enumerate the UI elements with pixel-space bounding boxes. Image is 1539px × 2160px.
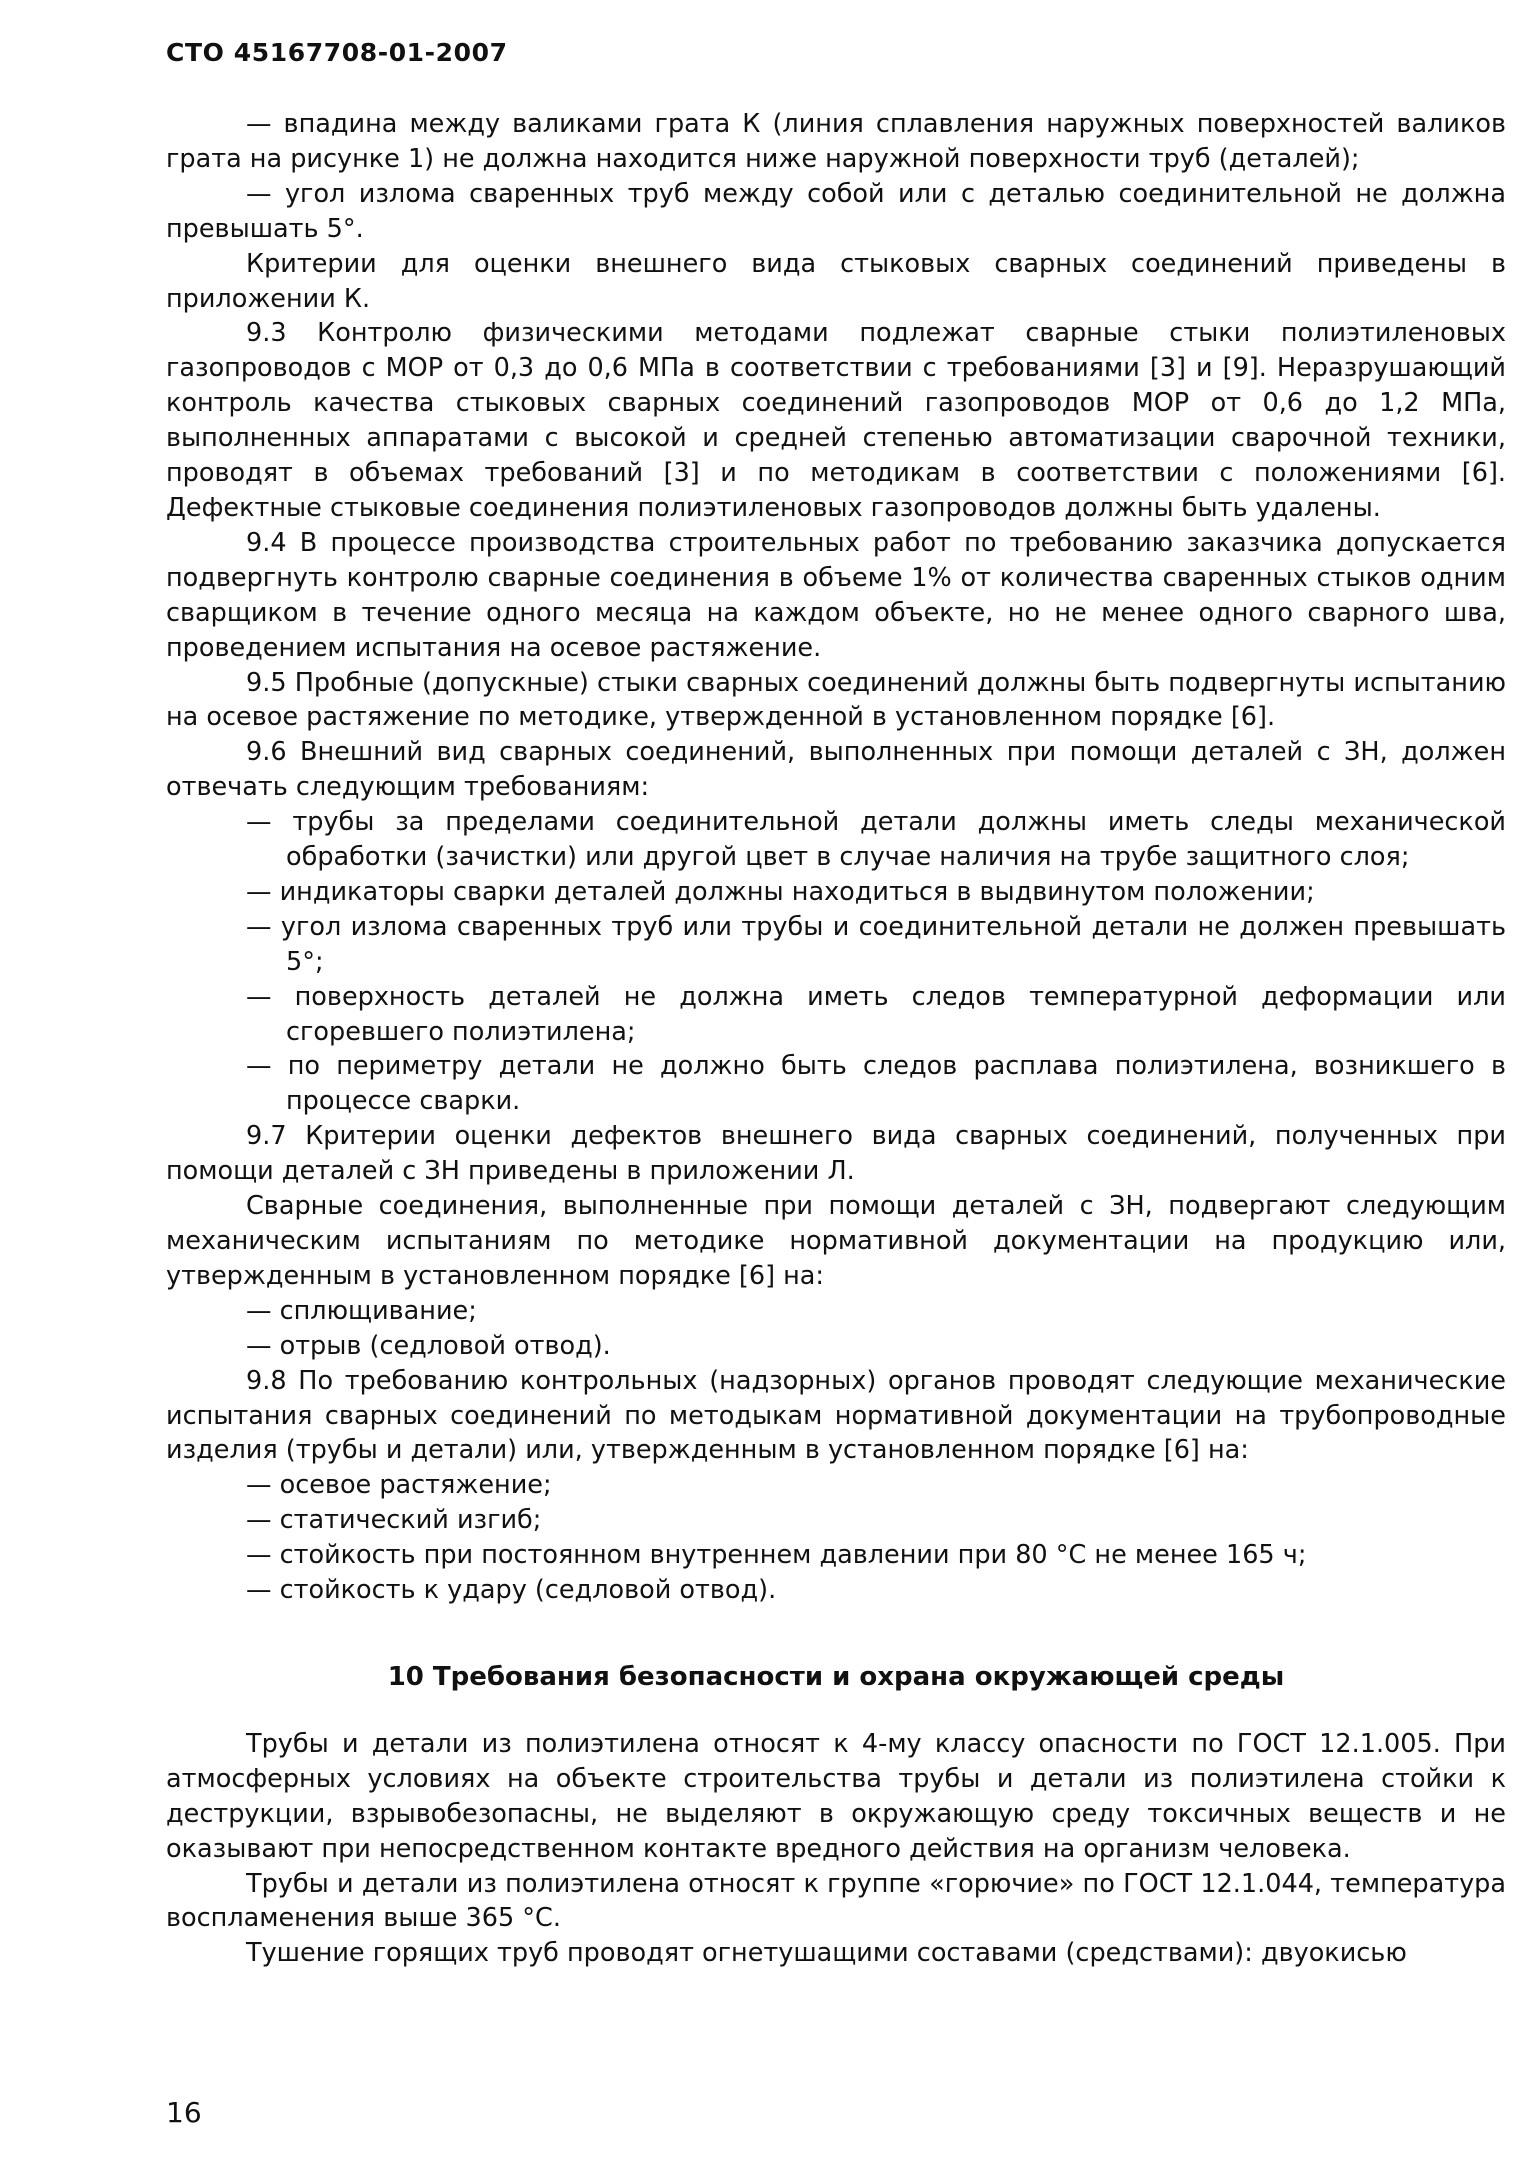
- list-item: — осевое растяжение;: [246, 1470, 552, 1501]
- document-code-header: СТО 45167708-01-2007: [166, 38, 508, 67]
- list-item: — по периметру детали не должно быть следов расплава полиэтилена, возникшего в процессе сварки.: [246, 1051, 1506, 1117]
- list-item: — сплющивание;: [246, 1295, 477, 1326]
- list-item: — стойкость при постоянном внутреннем давлении при 80 °С не менее 165 ч;: [246, 1540, 1307, 1571]
- document-body: [166, 107, 1506, 1971]
- list-item: — отрыв (седловой отвод).: [246, 1330, 611, 1361]
- clause-9-6: 9.6 Внешний вид сварных соединений, выполненных при помощи деталей с ЗН, должен отвечать следующим требованиям:: [166, 737, 1506, 803]
- clause-9-3: 9.3 Контролю физическими методами подлежат сварные стыки полиэтиленовых газопроводов с МОР от 0,3 до 0,6 МПа в соответствии с требованиями [3] и [9]. Неразрушающий контроль качества стыковых сварных соединений газопроводов МОР от 0,6 до 1,2 МПа, выполненных аппаратами с высокой и средней степенью автоматизации сварочной техники, проводят в объемах требований [3] и по методикам в соответствии с положениями [6]. Дефектные стыковые соединения полиэтиленовых газопроводов должны быть удалены.: [166, 318, 1506, 523]
- paragraph: — впадина между валиками грата К (линия сплавления наружных поверхностей валиков грата на рисунке 1) не должна находится ниже наружной поверхности труб (деталей);: [166, 109, 1506, 174]
- list-item: — угол излома сваренных труб или трубы и соединительной детали не должен превышать 5°;: [246, 911, 1506, 977]
- paragraph: — угол излома сваренных труб между собой или с деталью соединительной не должна превышать 5°.: [166, 178, 1506, 244]
- section-title: 10 Требования безопасности и охрана окружающей среды: [387, 1661, 1285, 1692]
- clause-9-7: 9.7 Критерии оценки дефектов внешнего вида сварных соединений, полученных при помощи деталей с ЗН приведены в приложении Л.: [166, 1121, 1506, 1187]
- paragraph: Трубы и детали из полиэтилена относят к группе «горючие» по ГОСТ 12.1.044, температура воспламенения выше 365 °С.: [166, 1868, 1506, 1934]
- paragraph: Тушение горящих труб проводят огнетушащими составами (средствами): двуокисью: [246, 1938, 1407, 1969]
- list-item: — индикаторы сварки деталей должны находиться в выдвинутом положении;: [246, 876, 1315, 907]
- clause-9-8: 9.8 По требованию контрольных (надзорных) органов проводят следующие механические испытания сварных соединений по методыкам нормативной документации на трубопроводные изделия (трубы и детали) или, утвержденным в установленном порядке [6] на:: [166, 1365, 1506, 1466]
- paragraph: Трубы и детали из полиэтилена относят к 4-му классу опасности по ГОСТ 12.1.005. При атмосферных условиях на объекте строительства трубы и детали из полиэтилена стойки к деструкции, взрывобезопасны, не выделяют в окружающую среду токсичных веществ и не оказывают при непосредственном контакте вредного действия на организм человека.: [166, 1728, 1506, 1864]
- paragraph: Критерии для оценки внешнего вида стыковых сварных соединений приведены в приложении К.: [166, 248, 1506, 314]
- page-number: 16: [166, 2096, 202, 2129]
- list-item: — стойкость к удару (седловой отвод).: [246, 1575, 777, 1606]
- clause-9-5: 9.5 Пробные (допускные) стыки сварных соединений должны быть подвергнуты испытанию на осевое растяжение по методике, утвержденной в установленном порядке [6].: [166, 667, 1506, 733]
- clause-9-4: 9.4 В процессе производства строительных работ по требованию заказчика допускается подвергнуть контролю сварные соединения в объеме 1% от количества сваренных стыков одним сварщиком в течение одного месяца на каждом объекте, но не менее одного сварного шва, проведением испытания на осевое растяжение.: [166, 527, 1506, 663]
- list-item: — поверхность деталей не должна иметь следов температурной деформации или сгоревшего полиэтилена;: [246, 981, 1506, 1047]
- paragraph: Сварные соединения, выполненные при помощи деталей с ЗН, подвергают следующим механическим испытаниям по методике нормативной документации на продукцию или, утвержденным в установленном порядке [6] на:: [166, 1191, 1506, 1291]
- list-item: — статический изгиб;: [246, 1505, 542, 1536]
- list-item: — трубы за пределами соединительной детали должны иметь следы механической обработки (зачистки) или другой цвет в случае наличия на трубе защитного слоя;: [246, 807, 1506, 873]
